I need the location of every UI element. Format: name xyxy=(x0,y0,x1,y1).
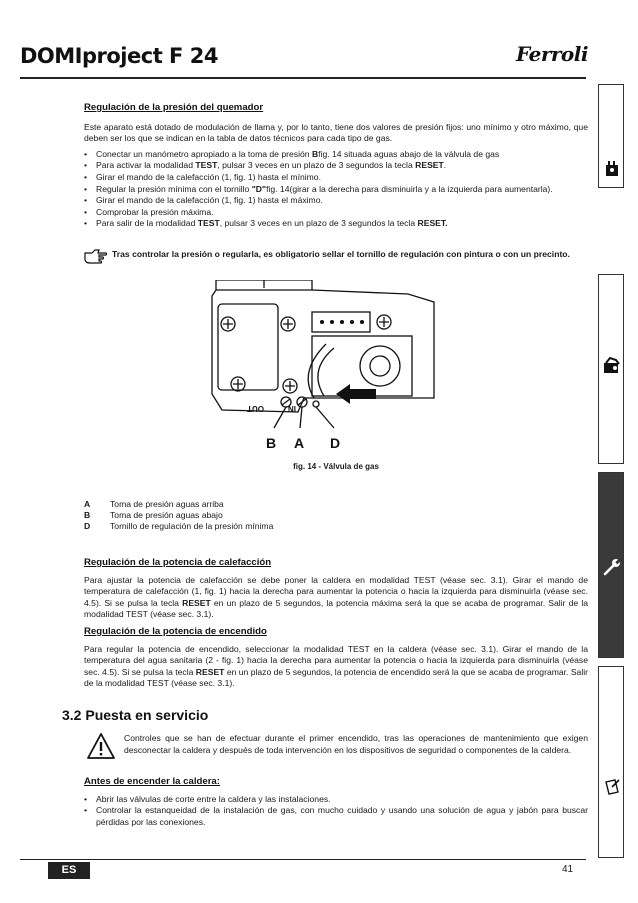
tab-user[interactable] xyxy=(598,84,624,188)
installer-icon xyxy=(602,355,622,375)
notepad-icon xyxy=(602,777,622,797)
header-divider xyxy=(20,77,586,79)
figure-label-a: A xyxy=(294,435,305,451)
seal-note: Tras controlar la presión o regularla, es obligatorio sellar el tornillo de regulación con pintura o con un precinto. xyxy=(112,249,570,259)
before-start-section xyxy=(84,776,588,828)
in-label: IN xyxy=(288,404,296,413)
pressure-heading: Regulación de la presión del quemador xyxy=(84,102,264,113)
ignition-text: Para regular la potencia de encendido, seleccionar la modalidad TEST en la caldera (véase sec. 3.1). Girar el mando de la temperatura del agua sanitaria (2 - fig. 1) hacia la derecha para aumentar la potencia o hacia la izquierda para disminuirla (véase sec. 4.5). Si se pulsa la tecla RESET en un plazo de 5 segundos, la potencia de encendido será la que se acaba de programar. Salir de la modalidad TEST (véase sec. 3.1). xyxy=(84,643,589,689)
tab-notes[interactable] xyxy=(598,666,624,858)
pressure-section xyxy=(84,102,588,230)
tab-maintenance[interactable] xyxy=(598,472,624,658)
gas-valve-figure xyxy=(208,280,440,456)
list-item: • Para activar la modalidad TEST, pulsar 3 veces en un plazo de 3 segundos la tecla RESET. xyxy=(84,160,588,172)
figure-label-d: D xyxy=(330,435,341,451)
list-item: • Para salir de la modalidad TEST, pulsar 3 veces en un plazo de 3 segundos la tecla RESET. xyxy=(84,218,588,230)
list-item: • Controlar la estanqueidad de la instalación de gas, con mucho cuidado y usando una solución de agua y jabón para buscar pérdidas por las conexiones. xyxy=(84,805,588,828)
list-item: • Girar el mando de la calefacción (1, fig. 1) hasta el mínimo. xyxy=(84,172,588,184)
list-item: • Girar el mando de la calefacción (1, fig. 1) hasta el máximo. xyxy=(84,195,588,207)
pointing-hand-icon xyxy=(84,249,108,265)
heating-text: Para ajustar la potencia de calefacción se debe poner la caldera en modalidad TEST (véase sec. 3.1). Girar el mando de temperatura de calefacción (1, fig. 1) hacia la derecha para aumentar la potencia o hacia la izquierda para disminuirla (véase sec. 4.5). Si se pulsa la tecla RESET en un plazo de 5 segundos, la potencia máxima será la que se acaba de programar. Salir de la modalidad TEST (véase sec. 3.1). xyxy=(84,574,589,620)
wrench-icon xyxy=(602,557,622,577)
heating-section xyxy=(84,557,588,621)
section-title: 3.2 Puesta en servicio xyxy=(62,707,209,723)
figure-label-b: B xyxy=(266,435,277,451)
heating-heading: Regulación de la potencia de calefacción xyxy=(84,557,272,568)
figure-caption: fig. 14 - Válvula de gas xyxy=(293,462,379,471)
list-item: • Regular la presión mínima con el tornillo "D"fig. 14(girar a la derecha para disminuirla y a la izquierda para aumentarla). xyxy=(84,184,588,196)
ignition-heading: Regulación de la potencia de encendido xyxy=(84,626,267,637)
language-badge: ES xyxy=(48,862,90,879)
before-start-list xyxy=(84,794,588,829)
tab-installer[interactable] xyxy=(598,274,624,464)
page-number: 41 xyxy=(562,864,574,875)
before-start-heading: Antes de encender la caldera: xyxy=(84,776,220,787)
warning-text: Controles que se han de efectuar durante el primer encendido, tras las operaciones de mantenimiento que exigen desconectar la caldera y después de toda intervención en los dispositivos de seguridad o componentes de la caldera. xyxy=(124,733,588,755)
pressure-intro: Este aparato está dotado de modulación de llama y, por lo tanto, tiene dos valores de presión fijos: uno mínimo y otro máximo, que deben ser los que se indican en la tabla de datos técnicos para cada tipo de gas. xyxy=(84,121,588,144)
list-item: • Conectar un manómetro apropiado a la toma de presión Bfig. 14 situada aguas abajo de la válvula de gas xyxy=(84,149,588,161)
footer-divider xyxy=(20,859,586,860)
ignition-section xyxy=(84,626,588,690)
pressure-steps xyxy=(84,149,588,230)
warning-icon xyxy=(86,732,116,760)
brand-logo: Ferroli xyxy=(516,42,588,66)
out-label: OUT xyxy=(247,404,264,413)
boiler-user-icon xyxy=(602,159,622,179)
list-item: • Comprobar la presión máxima. xyxy=(84,207,588,219)
document-title: DOMIproject F 24 xyxy=(20,44,218,68)
list-item: • Abrir las válvulas de corte entre la caldera y las instalaciones. xyxy=(84,794,588,806)
